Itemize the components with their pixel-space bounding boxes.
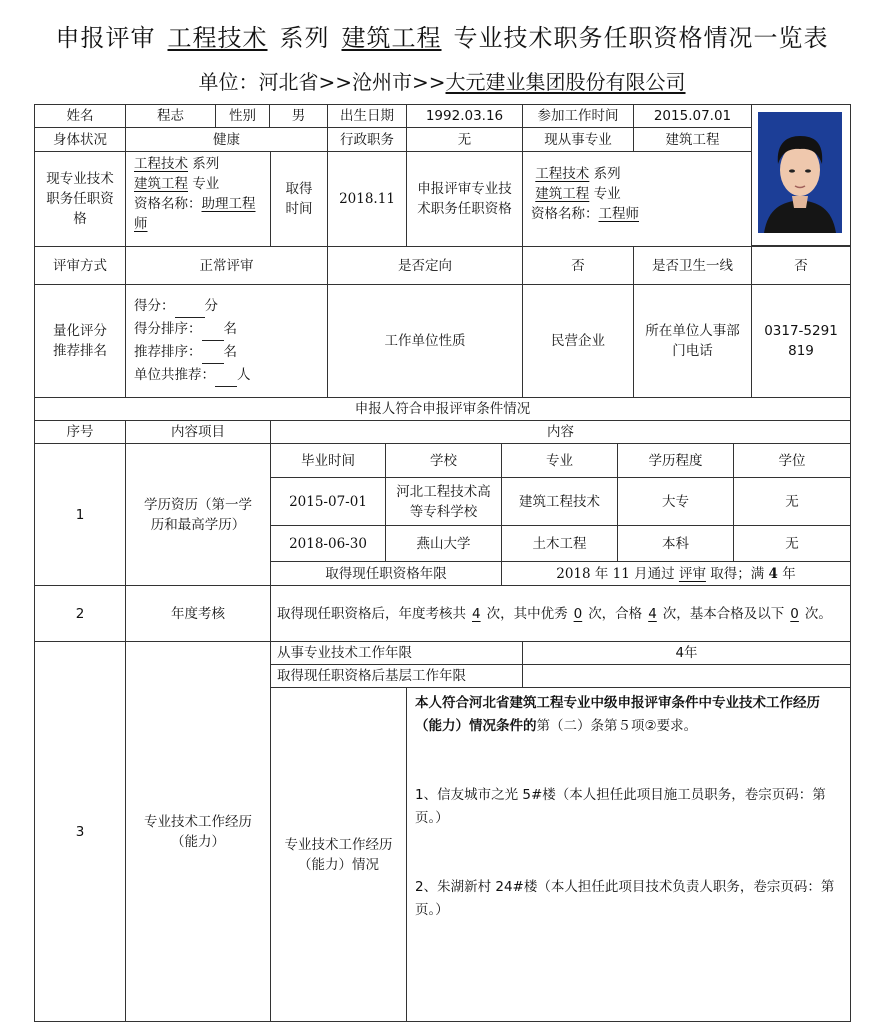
obtain-time-label: 取得时间	[270, 151, 328, 247]
edu-years-label: 取得现任职资格年限	[270, 561, 502, 586]
major-word: 专业	[192, 176, 220, 192]
rank-blank[interactable]	[202, 326, 224, 341]
title-prefix: 申报评审	[55, 24, 156, 52]
current-major-line	[134, 174, 219, 194]
unit-line	[0, 66, 884, 95]
series-word: 系列	[192, 156, 220, 172]
title-series: 工程技术	[167, 24, 268, 52]
title-mid: 系列	[279, 24, 330, 52]
apply-series-word: 系列	[593, 166, 621, 182]
years-value: 4	[768, 565, 778, 582]
title-suffix: 专业技术职务任职资格情况一览表	[453, 24, 829, 52]
current-qual-label: 现专业技术职务任职资格	[34, 151, 126, 247]
edu-row1-degree: 无	[733, 477, 851, 526]
gender-value: 男	[269, 104, 328, 128]
exp-grass-value	[522, 664, 851, 688]
annual-no: 2	[34, 585, 126, 642]
annual-total: 4	[472, 605, 481, 622]
nature-label: 工作单位性质	[327, 284, 523, 398]
edu-row2-degree: 无	[733, 525, 851, 562]
frontline-value: 否	[751, 246, 851, 285]
current-major: 建筑工程	[134, 176, 188, 192]
unit-prefix: 单位：河北省>>沧州市>>	[198, 70, 446, 94]
annual-t2: 次，其中优秀	[486, 605, 568, 622]
edu-row1-grad: 2015-07-01	[270, 477, 386, 526]
years-text: 2018 年 11 月通过	[556, 565, 675, 582]
form-title	[0, 18, 884, 53]
apply-major: 建筑工程	[535, 186, 590, 202]
title-major: 建筑工程	[341, 24, 442, 52]
edu-years-value	[501, 561, 851, 586]
apply-qual-label: 申报评审专业技术职务任职资格	[406, 151, 523, 247]
edu-row1-major: 建筑工程技术	[501, 477, 618, 526]
title-name-label: 资格名称：	[134, 196, 202, 212]
edu-header-school: 学校	[385, 443, 502, 478]
admin-post-label: 行政职务	[327, 127, 407, 152]
directed-label: 是否定向	[327, 246, 523, 285]
work-start-value: 2015.07.01	[633, 104, 752, 128]
apply-major-word: 专业	[593, 186, 621, 202]
rank-unit: 名	[223, 321, 237, 337]
current-series: 工程技术	[134, 156, 188, 172]
birth-label: 出生日期	[327, 104, 407, 128]
gender-label: 性别	[215, 104, 270, 128]
person-portrait-icon	[758, 112, 842, 233]
project-2: 2、朱湖新村 24#楼（本人担任此项目技术负责人职务，卷宗页码：第 页。）	[415, 879, 862, 918]
directed-value: 否	[522, 246, 634, 285]
exp-detail-content	[406, 687, 862, 1022]
rec-line	[134, 341, 237, 364]
annual-t1: 取得现任职资格后，年度考核共	[277, 605, 466, 622]
current-major-label: 现从事专业	[522, 127, 634, 152]
statement-rest: 第（二）条第５项②要求。	[536, 718, 698, 734]
col-item-header: 内容项目	[125, 420, 271, 444]
edu-header-level: 学历程度	[617, 443, 734, 478]
apply-title-label: 资格名称：	[531, 206, 599, 222]
annual-t3: 次，合格	[588, 605, 643, 622]
hr-phone-label: 所在单位人事部门电话	[633, 284, 752, 398]
score-line-label: 得分：	[134, 298, 175, 314]
years-unit: 年	[782, 565, 796, 582]
apply-qual-value	[522, 151, 752, 247]
current-title-line	[134, 194, 262, 234]
health-label: 身体状况	[34, 127, 126, 152]
birth-value: 1992.03.16	[406, 104, 523, 128]
total-label: 单位共推荐：	[134, 367, 215, 383]
apply-title-line	[531, 204, 639, 224]
score-unit: 分	[204, 298, 218, 314]
exp-years-label: 从事专业技术工作年限	[270, 641, 523, 665]
edu-no: 1	[34, 443, 126, 586]
edu-header-degree: 学位	[733, 443, 851, 478]
col-content-header: 内容	[270, 420, 851, 444]
annual-excellent: 0	[573, 605, 583, 622]
edu-header-grad: 毕业时间	[270, 443, 386, 478]
rank-line	[134, 318, 237, 341]
edu-header-major: 专业	[501, 443, 618, 478]
unit-name: 大元建业集团股份有限公司	[445, 70, 686, 94]
project-1: 1、信友城市之光 5#楼（本人担任此项目施工员职务，卷宗页码：第 页。）	[415, 787, 853, 826]
edu-row2-school: 燕山大学	[385, 525, 502, 562]
review-method-label: 评审方式	[34, 246, 126, 285]
annual-t4: 次，基本合格及以下	[662, 605, 785, 622]
exp-detail-label: 专业技术工作经历（能力）情况	[270, 687, 407, 1022]
edu-row2-grad: 2018-06-30	[270, 525, 386, 562]
years-method: 评审	[678, 565, 706, 582]
annual-below: 0	[790, 605, 799, 622]
edu-row1-level: 大专	[617, 477, 734, 526]
annual-content	[270, 585, 851, 642]
edu-row1-school: 河北工程技术高等专科学校	[385, 477, 502, 526]
rec-unit: 名	[223, 344, 237, 360]
review-method-value: 正常评审	[125, 246, 328, 285]
score-label: 量化评分推荐排名	[34, 284, 126, 398]
hr-phone-value: 0317-5291819	[751, 284, 851, 398]
total-unit: 人	[237, 367, 251, 383]
work-start-label: 参加工作时间	[522, 104, 634, 128]
edu-row2-level: 本科	[617, 525, 734, 562]
score-detail	[125, 284, 328, 398]
current-title: 助理工程师	[134, 196, 256, 232]
rec-label: 推荐排序：	[134, 344, 202, 360]
experience-item: 专业技术工作经历（能力）	[125, 641, 271, 1022]
exp-years-value: 4年	[522, 641, 851, 665]
name-value: 程志	[125, 104, 216, 128]
apply-series-line	[531, 164, 621, 184]
annual-item: 年度考核	[125, 585, 271, 642]
health-value: 健康	[125, 127, 328, 152]
edu-row2-major: 土木工程	[501, 525, 618, 562]
experience-no: 3	[34, 641, 126, 1022]
current-series-line	[134, 154, 219, 174]
rank-label: 得分排序：	[134, 321, 202, 337]
rec-blank[interactable]	[202, 349, 224, 364]
apply-series: 工程技术	[535, 166, 590, 182]
exp-statement	[415, 692, 842, 738]
apply-title: 工程师	[598, 206, 639, 222]
frontline-label: 是否卫生一线	[633, 246, 752, 285]
annual-pass: 4	[648, 605, 657, 622]
score-blank[interactable]	[175, 303, 205, 318]
applicant-photo	[758, 112, 842, 233]
annual-t5: 次。	[804, 605, 832, 622]
current-major-value: 建筑工程	[633, 127, 752, 152]
col-no-header: 序号	[34, 420, 126, 444]
years-text2: 取得；满	[710, 565, 765, 582]
annual-text	[277, 603, 832, 625]
score-line	[134, 295, 218, 318]
obtain-time-value: 2018.11	[327, 151, 407, 247]
apply-major-line	[531, 184, 621, 204]
current-qual-value	[125, 151, 271, 247]
nature-value: 民营企业	[522, 284, 634, 398]
admin-post-value: 无	[406, 127, 523, 152]
exp-grass-label: 取得现任职资格后基层工作年限	[270, 664, 523, 688]
statement-bold: 本人符合河北省建筑工程专业中级申报评审条件中专业技术工作经历（能力）情况条件的	[415, 695, 820, 734]
total-line	[134, 364, 251, 387]
total-blank[interactable]	[215, 372, 237, 387]
edu-item: 学历资历（第一学历和最高学历）	[125, 443, 271, 586]
conditions-section-title: 申报人符合申报评审条件情况	[34, 397, 851, 421]
name-label: 姓名	[34, 104, 126, 128]
